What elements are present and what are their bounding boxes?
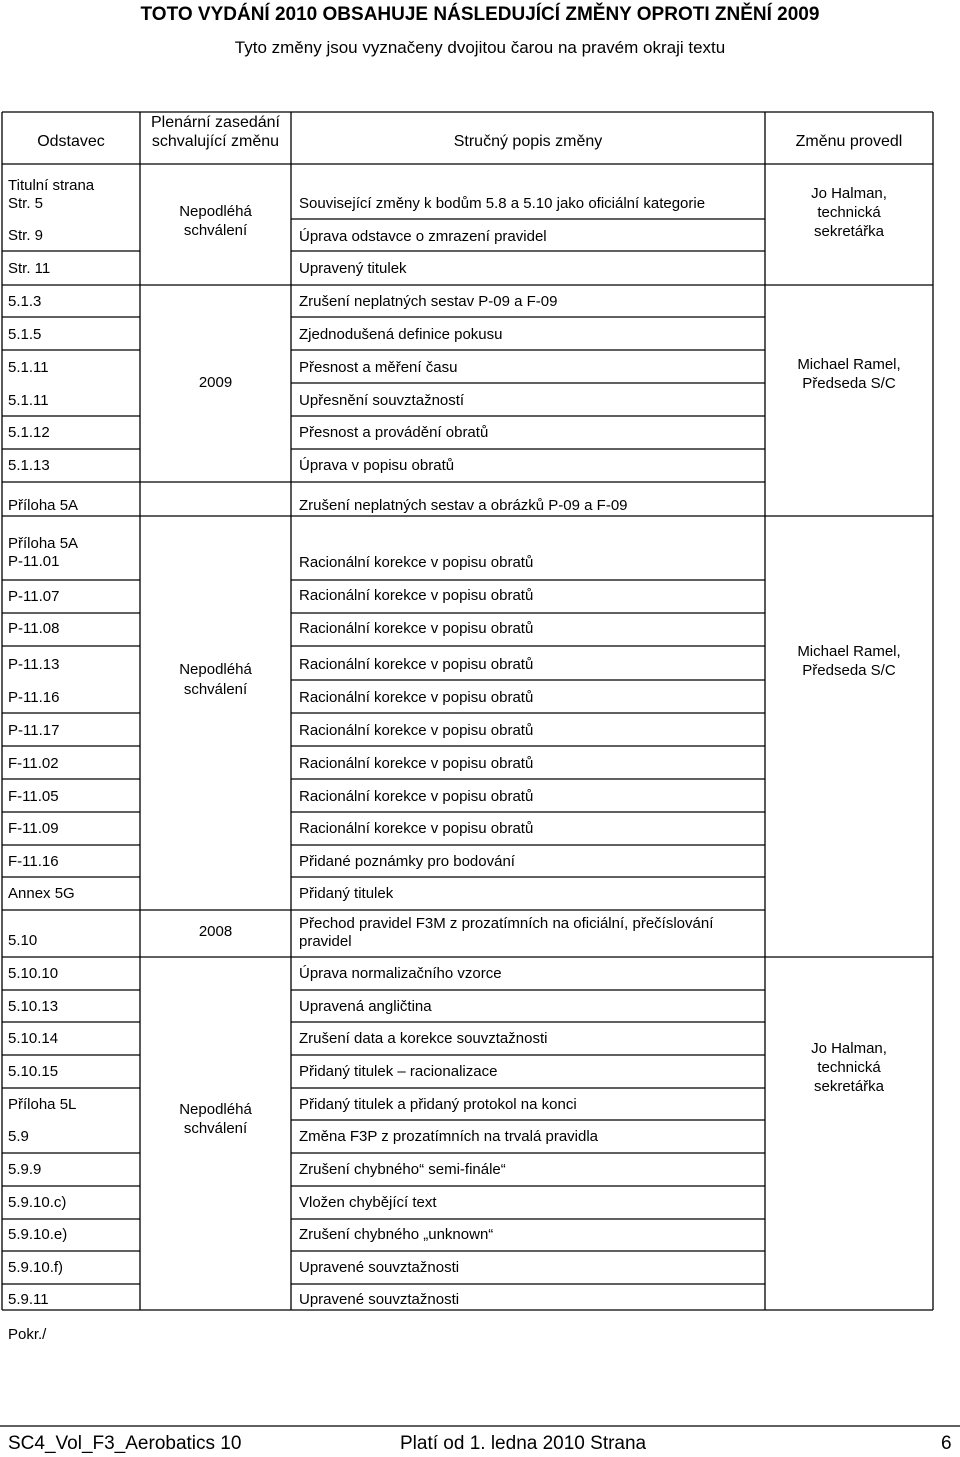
footer-page-number: 6 <box>941 1433 952 1454</box>
table-cell-description: Přesnost a provádění obratů <box>299 424 489 441</box>
table-cell-paragraph: F-11.09 <box>8 820 59 837</box>
table-cell-plenary: schválení <box>183 222 248 239</box>
table-cell-paragraph: Str. 9 <box>8 227 44 244</box>
table-cell-plenary: schválení <box>183 1120 248 1137</box>
table-cell-paragraph: Annex 5G <box>8 885 75 902</box>
table-cell-author: sekretářka <box>813 223 885 240</box>
table-cell-author: Michael Ramel, <box>797 643 901 660</box>
table-cell-author: Předseda S/C <box>802 662 896 679</box>
table-cell-paragraph: 5.1.11 <box>8 392 49 409</box>
table-cell-paragraph: F-11.05 <box>8 788 59 805</box>
table-cell-paragraph: 5.1.11 <box>8 359 49 376</box>
table-cell-description: Zrušení chybného „unknown“ <box>299 1226 494 1243</box>
header-description: Stručný popis změny <box>453 133 603 150</box>
table-cell-paragraph: 5.1.13 <box>8 457 50 474</box>
table-cell-description: Změna F3P z prozatímních na trvalá pravidla <box>299 1128 599 1145</box>
table-cell-description: Racionální korekce v popisu obratů <box>299 587 534 604</box>
table-cell-description: Zrušení data a korekce souvztažnosti <box>299 1030 548 1047</box>
header-plenary-line1: Plenární zasedání <box>151 114 280 131</box>
table-cell-description: Zrušení neplatných sestav a obrázků P-09 a F-09 <box>299 497 628 514</box>
table-cell-description: Racionální korekce v popisu obratů <box>299 788 534 805</box>
table-cell-paragraph: Příloha 5L <box>8 1096 77 1113</box>
table-cell-description: Úprava normalizačního vzorce <box>299 965 502 982</box>
table-cell-description: pravidel <box>299 933 352 950</box>
table-cell-paragraph: Příloha 5A <box>8 497 79 514</box>
table-cell-description: Přidané poznámky pro bodování <box>299 853 515 870</box>
table-cell-paragraph: 5.10 <box>8 932 38 949</box>
continued-note: Pokr./ <box>8 1326 47 1343</box>
table-cell-description: Racionální korekce v popisu obratů <box>299 820 534 837</box>
table-cell-paragraph: Str. 5 <box>8 195 44 212</box>
table-cell-paragraph: P-11.16 <box>8 689 60 706</box>
document-title: TOTO VYDÁNÍ 2010 OBSAHUJE NÁSLEDUJÍCÍ ZMĚNY OPROTI ZNĚNÍ 2009 <box>140 4 820 25</box>
table-cell-description: Racionální korekce v popisu obratů <box>299 656 534 673</box>
table-cell-paragraph: P-11.01 <box>8 553 60 570</box>
table-cell-author: technická <box>817 1059 881 1076</box>
table-cell-plenary: Nepodléhá <box>179 203 252 220</box>
table-cell-paragraph: 5.10.14 <box>8 1030 59 1047</box>
header-plenary-line2: schvalující změnu <box>151 133 280 150</box>
table-cell-plenary: Nepodléhá <box>179 1101 252 1118</box>
table-cell-paragraph: 5.9.10.f) <box>8 1259 64 1276</box>
table-cell-plenary: schválení <box>183 681 248 698</box>
table-cell-description: Upravený titulek <box>299 260 407 277</box>
table-cell-author: Předseda S/C <box>802 375 896 392</box>
table-cell-paragraph: 5.1.3 <box>8 293 42 310</box>
table-cell-description: Racionální korekce v popisu obratů <box>299 755 534 772</box>
table-cell-description: Úprava odstavce o zmrazení pravidel <box>299 228 547 245</box>
table-cell-paragraph: Příloha 5A <box>8 535 79 552</box>
table-cell-description: Upravené souvztažnosti <box>299 1259 460 1276</box>
header-paragraph: Odstavec <box>37 133 105 150</box>
table-cell-description: Racionální korekce v popisu obratů <box>299 554 534 571</box>
table-cell-description: Racionální korekce v popisu obratů <box>299 620 534 637</box>
table-cell-author: technická <box>817 204 881 221</box>
table-cell-paragraph: P-11.08 <box>8 620 60 637</box>
table-cell-description: Zrušení chybného“ semi-finále“ <box>299 1161 506 1178</box>
table-cell-plenary: Nepodléhá <box>179 661 252 678</box>
table-cell-description: Zrušení neplatných sestav P-09 a F-09 <box>299 293 558 310</box>
table-cell-plenary: 2008 <box>198 923 233 940</box>
table-cell-paragraph: 5.9.10.c) <box>8 1194 67 1211</box>
table-cell-paragraph: Str. 11 <box>8 260 51 277</box>
table-cell-paragraph: P-11.07 <box>8 588 60 605</box>
table-cell-paragraph: P-11.13 <box>8 656 60 673</box>
table-cell-description: Úprava v popisu obratů <box>299 457 455 474</box>
table-cell-author: Jo Halman, <box>811 185 887 202</box>
table-cell-paragraph: 5.9.9 <box>8 1161 42 1178</box>
table-cell-paragraph: F-11.02 <box>8 755 59 772</box>
table-cell-paragraph: P-11.17 <box>8 722 60 739</box>
table-cell-paragraph: 5.10.15 <box>8 1063 59 1080</box>
table-cell-description: Přidaný titulek – racionalizace <box>299 1063 498 1080</box>
table-cell-paragraph: Titulní strana <box>8 177 95 194</box>
table-cell-paragraph: 5.1.12 <box>8 424 50 441</box>
table-cell-paragraph: 5.9.10.e) <box>8 1226 68 1243</box>
document-subtitle: Tyto změny jsou vyznačeny dvojitou čarou na pravém okraji textu <box>234 38 726 57</box>
table-cell-description: Racionální korekce v popisu obratů <box>299 722 534 739</box>
table-cell-description: Upřesnění souvztažností <box>299 392 465 409</box>
table-cell-paragraph: 5.10.10 <box>8 965 59 982</box>
table-cell-paragraph: 5.9.11 <box>8 1291 49 1308</box>
table-cell-description: Vložen chybějící text <box>299 1194 437 1211</box>
table-cell-description: Racionální korekce v popisu obratů <box>299 689 534 706</box>
table-cell-description: Upravené souvztažnosti <box>299 1291 460 1308</box>
table-cell-description: Související změny k bodům 5.8 a 5.10 jako oficiální kategorie <box>299 195 706 212</box>
table-cell-description: Přesnost a měření času <box>299 359 458 376</box>
table-cell-description: Přechod pravidel F3M z prozatímních na oficiální, přečíslování <box>299 915 714 932</box>
table-cell-paragraph: F-11.16 <box>8 853 59 870</box>
table-cell-plenary: 2009 <box>198 374 233 391</box>
footer-validity: Platí od 1. ledna 2010 Strana <box>400 1433 647 1454</box>
table-cell-paragraph: 5.1.5 <box>8 326 42 343</box>
table-cell-paragraph: 5.9 <box>8 1128 29 1145</box>
table-cell-description: Zjednodušená definice pokusu <box>299 326 503 343</box>
table-cell-description: Přidaný titulek a přidaný protokol na konci <box>299 1096 577 1113</box>
table-cell-description: Přidaný titulek <box>299 885 394 902</box>
table-cell-paragraph: 5.10.13 <box>8 998 59 1015</box>
header-author: Změnu provedl <box>795 133 903 150</box>
table-cell-author: Jo Halman, <box>811 1040 887 1057</box>
table-cell-author: Michael Ramel, <box>797 356 901 373</box>
footer-document-name: SC4_Vol_F3_Aerobatics 10 <box>8 1433 242 1454</box>
table-cell-author: sekretářka <box>813 1078 885 1095</box>
table-cell-description: Upravená angličtina <box>299 998 432 1015</box>
